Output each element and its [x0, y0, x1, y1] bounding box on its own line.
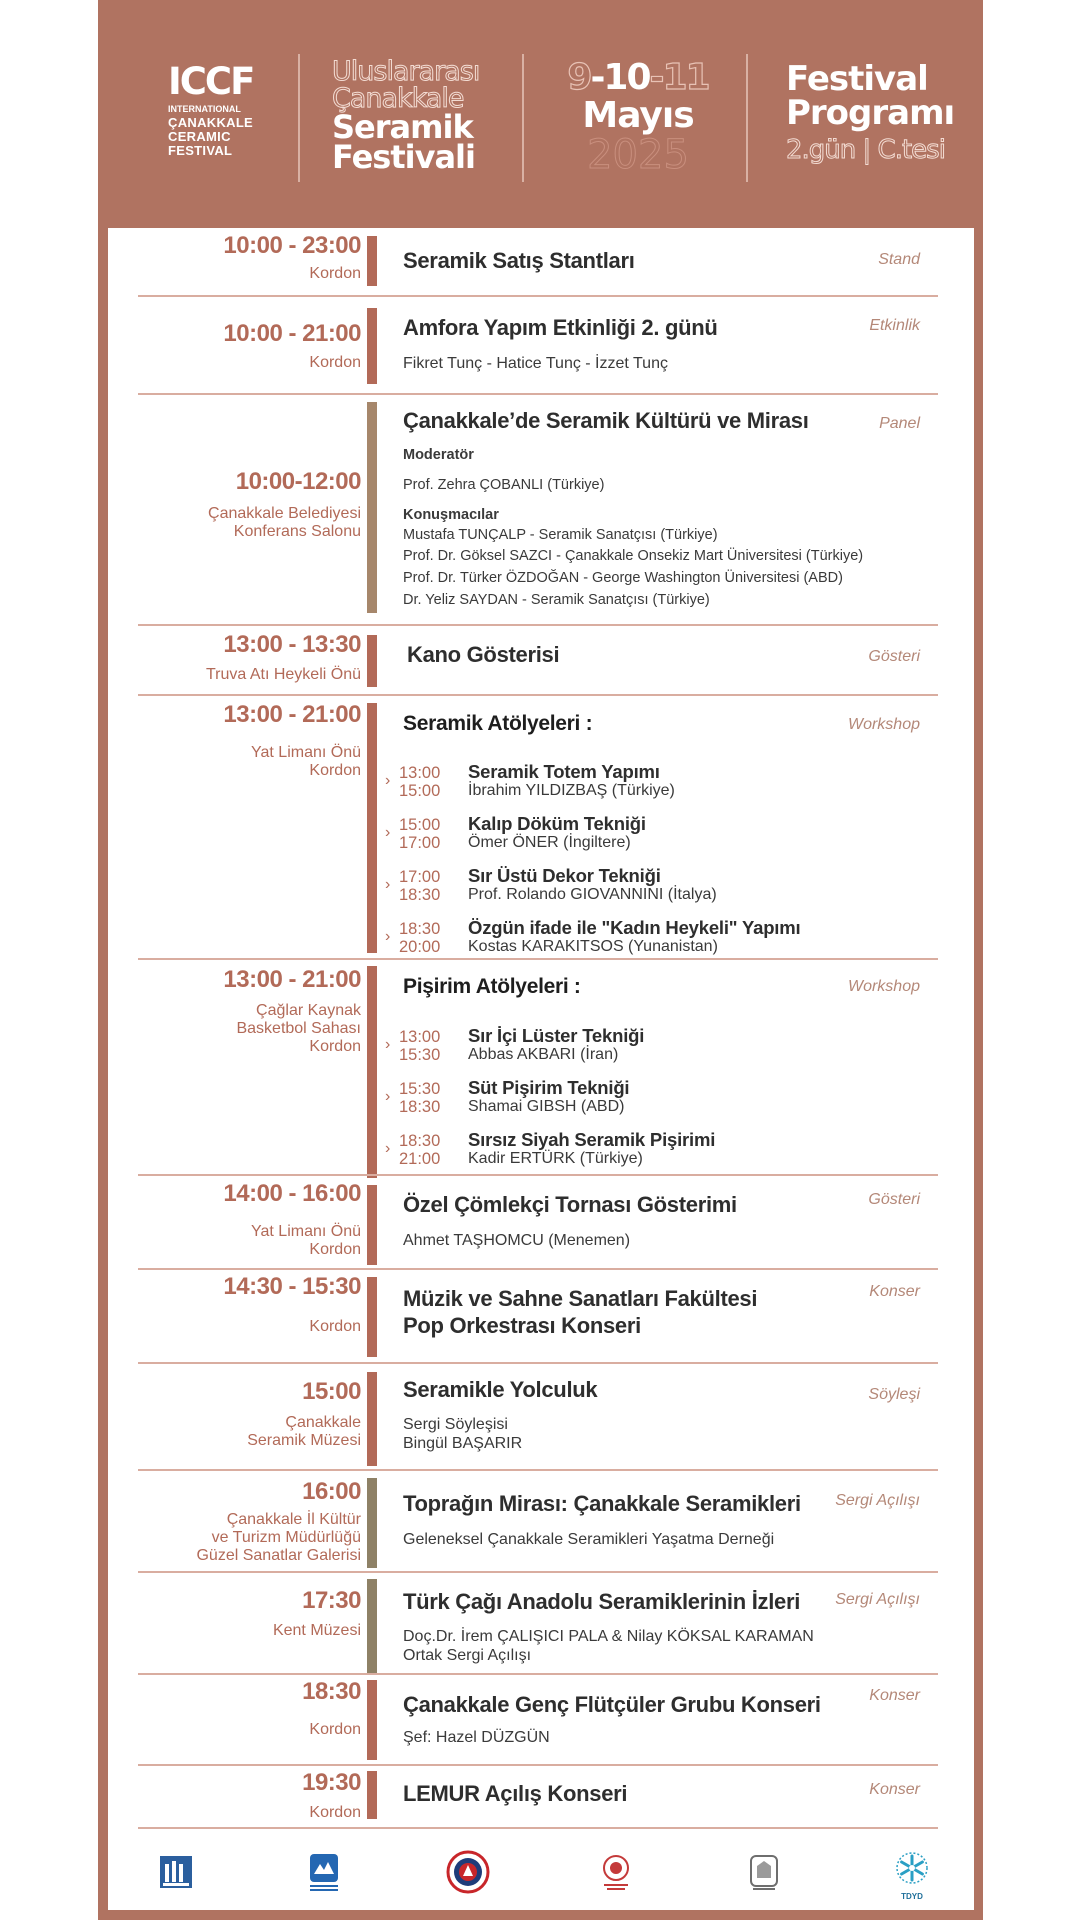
museum-seal-icon: [742, 1850, 786, 1894]
row-divider: [138, 1764, 938, 1766]
festival-name-line-2: Çanakkale: [332, 83, 464, 114]
poster: [98, 0, 983, 1920]
row-divider: [138, 694, 938, 696]
building-logo-icon: [154, 1850, 198, 1894]
event-bar: [367, 703, 377, 953]
row-divider: [138, 1673, 938, 1675]
event-people: Fikret Tunç - Hatice Tunç - İzzet Tunç: [403, 355, 668, 372]
session-instructor: Kadir ERTÜRK (Türkiye): [468, 1150, 643, 1167]
event-category: Stand: [878, 251, 920, 268]
speaker: Prof. Dr. Türker ÖZDOĞAN - George Washington Üniversitesi (ABD): [403, 570, 843, 586]
row-divider: [138, 624, 938, 626]
event-title: Özel Çömlekçi Tornası Gösterimi: [403, 1192, 737, 1217]
session-end: 18:30: [399, 886, 441, 904]
event-category: Konser: [869, 1687, 920, 1704]
event-title: Seramik Atölyeleri :: [403, 712, 593, 735]
event-location-line: Çanakkale: [285, 1414, 361, 1431]
session-instructor: İbrahim YILDIZBAŞ (Türkiye): [468, 782, 675, 799]
university-seal-icon: [446, 1850, 490, 1894]
event-location-line: Yat Limanı Önü: [251, 1223, 361, 1240]
chevron-right-icon: ›: [385, 772, 391, 789]
moderator-label: Moderatör: [403, 447, 474, 463]
row-divider: [138, 1571, 938, 1573]
header-divider: [298, 54, 300, 182]
event-time: 14:30 - 15:30: [223, 1273, 361, 1300]
chevron-right-icon: ›: [385, 876, 391, 893]
session-end: 20:00: [399, 938, 441, 956]
program-title-line-2: Programı: [786, 93, 955, 133]
event-people: Şef: Hazel DÜZGÜN: [403, 1729, 550, 1746]
festival-dates: 9-10-11 Mayıs 2025: [553, 58, 723, 176]
event-location-line: Çanakkale Belediyesi: [208, 505, 361, 522]
workshop-session: [385, 1077, 930, 1120]
date-last-day: 11: [662, 57, 709, 98]
session-end: 15:00: [399, 782, 441, 800]
session-end: 18:30: [399, 1098, 441, 1116]
event-location: Kordon: [309, 1804, 361, 1821]
event-title-line: Pop Orkestrası Konseri: [403, 1313, 641, 1338]
event-bar: [367, 1372, 377, 1466]
event-title: Çanakkale’de Seramik Kültürü ve Mirası: [403, 408, 809, 433]
event-title-line: Müzik ve Sahne Sanatları Fakültesi: [403, 1286, 758, 1311]
session-start: 13:00: [399, 1028, 441, 1046]
event-location: Kent Müzesi: [272, 1622, 361, 1639]
tdyd-caption: TDYD: [901, 1892, 923, 1901]
chevron-right-icon: ›: [385, 1088, 391, 1105]
session-start: 18:30: [399, 1132, 441, 1150]
event-category: Workshop: [847, 978, 920, 995]
event-people: Ahmet TAŞHOMCU (Menemen): [403, 1232, 631, 1249]
program-title: [786, 59, 976, 170]
session-instructor: Shamai GIBSH (ABD): [468, 1098, 625, 1115]
festival-name-line-4: Festivali: [332, 138, 475, 176]
session-instructor: Prof. Rolando GIOVANNINI (İtalya): [468, 886, 717, 903]
workshop-session: [385, 1129, 930, 1172]
session-title: Sır İçi Lüster Tekniği: [468, 1025, 645, 1046]
event-bar: [367, 402, 377, 613]
event-bar: [367, 1478, 377, 1568]
session-instructor: Abbas AKBARI (İran): [468, 1046, 619, 1063]
festival-name: [332, 56, 492, 176]
header: [98, 0, 983, 228]
session-start: 15:00: [399, 816, 441, 834]
speaker: Prof. Dr. Göksel SAZCI - Çanakkale Onsekiz Mart Üniversitesi (Türkiye): [403, 548, 864, 564]
workshop-session: [385, 813, 930, 856]
workshop-session: [385, 917, 930, 960]
event-bar: [367, 1579, 377, 1673]
event-title: Çanakkale Genç Flütçüler Grubu Konseri: [403, 1692, 821, 1717]
event-category: Söyleşi: [868, 1386, 920, 1403]
logo-line-1: INTERNATIONAL: [168, 104, 241, 114]
session-end: 15:30: [399, 1046, 441, 1064]
event-title: LEMUR Açılış Konseri: [403, 1781, 628, 1806]
speaker: Dr. Yeliz SAYDAN - Seramik Sanatçısı (Türkiye): [403, 592, 710, 608]
row-divider: [138, 1174, 938, 1176]
program-title-line-1: Festival: [786, 59, 928, 99]
event-location-line: Kordon: [309, 1038, 361, 1055]
event-location-line: Kordon: [309, 762, 361, 779]
date-first-day: 9: [567, 57, 591, 98]
row-divider: [138, 1362, 938, 1364]
header-divider: [522, 54, 524, 182]
event-bar: [367, 1185, 377, 1265]
governorship-seal-icon: [594, 1850, 638, 1894]
event-time: 14:00 - 16:00: [223, 1180, 361, 1207]
chevron-right-icon: ›: [385, 824, 391, 841]
session-start: 18:30: [399, 920, 441, 938]
logo-line-3: CERAMIC: [168, 129, 231, 144]
event-location-line: Konferans Salonu: [233, 523, 361, 540]
event-location-line: Seramik Müzesi: [247, 1432, 361, 1449]
date-month: Mayıs: [582, 95, 694, 136]
event-time: 18:30: [302, 1678, 361, 1705]
event-people-line: Bingül BAŞARIR: [403, 1435, 523, 1452]
session-start: 15:30: [399, 1080, 441, 1098]
session-title: Özgün ifade ile "Kadın Heykeli" Yapımı: [468, 917, 801, 938]
date-main-day: 10: [603, 57, 650, 98]
event-people-line: Doç.Dr. İrem ÇALIŞICI PALA & Nilay KÖKSAL KARAMAN: [403, 1628, 814, 1645]
session-start: 17:00: [399, 868, 441, 886]
event-title: Pişirim Atölyeleri :: [403, 975, 581, 998]
session-title: Süt Pişirim Tekniği: [468, 1077, 630, 1098]
event-time: 13:00 - 21:00: [223, 701, 361, 728]
event-time: 15:00: [302, 1378, 361, 1405]
event-time: 19:30: [302, 1769, 361, 1796]
event-category: Sergi Açılışı: [835, 1492, 920, 1509]
event-time: 10:00 - 21:00: [223, 320, 361, 347]
event-time: 10:00-12:00: [235, 468, 361, 495]
session-end: 17:00: [399, 834, 441, 852]
event-title: Kano Gösterisi: [407, 642, 560, 667]
event-category: Panel: [879, 415, 920, 432]
event-time: 13:00 - 21:00: [223, 966, 361, 993]
event-location: Kordon: [309, 1721, 361, 1738]
session-title: Seramik Totem Yapımı: [468, 761, 660, 782]
header-divider: [746, 54, 748, 182]
event-location-line: Güzel Sanatlar Galerisi: [196, 1547, 361, 1564]
chevron-right-icon: ›: [385, 1140, 391, 1157]
event-location: Kordon: [309, 354, 361, 371]
speaker: Mustafa TUNÇALP - Seramik Sanatçısı (Türkiye): [403, 527, 718, 543]
event-category: Konser: [869, 1283, 920, 1300]
row-divider: [138, 1268, 938, 1270]
festival-name-line-3: Seramik: [332, 108, 473, 146]
chevron-right-icon: ›: [385, 928, 391, 945]
moderator-name: Prof. Zehra ÇOBANLI (Türkiye): [403, 477, 605, 493]
event-title: Seramikle Yolculuk: [403, 1377, 598, 1402]
event-location-line: Yat Limanı Önü: [251, 744, 361, 761]
event-location-line: Basketbol Sahası: [236, 1020, 361, 1037]
speakers-label: Konuşmacılar: [403, 507, 499, 523]
chevron-right-icon: ›: [385, 1036, 391, 1053]
event-location: Kordon: [309, 265, 361, 282]
workshop-session: [385, 865, 930, 908]
event-time: 16:00: [302, 1478, 361, 1505]
event-title: Amfora Yapım Etkinliği 2. günü: [403, 315, 718, 340]
festival-name-line-1: Uluslararası: [332, 56, 480, 87]
event-title: Seramik Satış Stantları: [403, 248, 635, 273]
event-bar: [367, 1680, 377, 1760]
event-location: Kordon: [309, 1318, 361, 1335]
event-category: Sergi Açılışı: [835, 1591, 920, 1608]
session-title: Sırsız Siyah Seramik Pişirimi: [468, 1129, 716, 1150]
event-people: Geleneksel Çanakkale Seramikleri Yaşatma Derneği: [403, 1531, 775, 1548]
session-start: 13:00: [399, 764, 441, 782]
program-list: [108, 228, 974, 1910]
event-time: 13:00 - 13:30: [223, 631, 361, 658]
event-time: 10:00 - 23:00: [223, 232, 361, 259]
event-people-line: Ortak Sergi Açılışı: [403, 1647, 532, 1664]
event-bar: [367, 1277, 377, 1357]
festival-logo: [168, 62, 258, 158]
logo-line-4: FESTIVAL: [168, 143, 233, 158]
session-instructor: Ömer ÖNER (İngiltere): [468, 834, 631, 851]
row-divider: [138, 393, 938, 395]
workshop-session: [385, 1025, 930, 1068]
event-category: Gösteri: [868, 648, 920, 665]
event-bar: [367, 308, 377, 384]
event-bar: [367, 236, 377, 286]
session-title: Sır Üstü Dekor Tekniği: [468, 865, 661, 886]
event-category: Workshop: [847, 716, 920, 733]
event-bar: [367, 966, 377, 1178]
event-category: Gösteri: [868, 1191, 920, 1208]
event-title: Toprağın Mirası: Çanakkale Seramikleri: [403, 1491, 801, 1516]
row-divider: [138, 295, 938, 297]
session-title: Kalıp Döküm Tekniği: [468, 813, 646, 834]
program-day-label: 2.gün | C.tesi: [786, 135, 945, 165]
row-divider: [138, 1827, 938, 1829]
event-location-line: ve Turizm Müdürlüğü: [211, 1529, 361, 1546]
date-year: 2025: [587, 132, 689, 178]
event-title: Türk Çağı Anadolu Seramiklerinin İzleri: [403, 1589, 801, 1614]
row-divider: [138, 958, 938, 960]
event-bar: [367, 635, 377, 687]
event-bar: [367, 1771, 377, 1819]
event-location-line: Çanakkale İl Kültür: [226, 1511, 361, 1528]
tdyd-snowflake-logo-icon: [890, 1850, 934, 1894]
logo-mark: ICCF: [168, 60, 254, 103]
belediye-logo-icon: [302, 1850, 346, 1894]
event-time: 17:30: [302, 1587, 361, 1614]
partner-logos: [108, 1834, 974, 1910]
session-instructor: Kostas KARAKITSOS (Yunanistan): [468, 938, 718, 955]
event-people-line: Sergi Söyleşisi: [403, 1416, 508, 1433]
event-location-line: Kordon: [309, 1241, 361, 1258]
event-category: Etkinlik: [869, 317, 920, 334]
event-location-line: Çağlar Kaynak: [256, 1002, 361, 1019]
event-category: Konser: [869, 1781, 920, 1798]
row-divider: [138, 1469, 938, 1471]
session-end: 21:00: [399, 1150, 441, 1168]
logo-line-2: ÇANAKKALE: [168, 115, 254, 130]
event-location: Truva Atı Heykeli Önü: [205, 666, 361, 683]
workshop-session: [385, 761, 930, 804]
